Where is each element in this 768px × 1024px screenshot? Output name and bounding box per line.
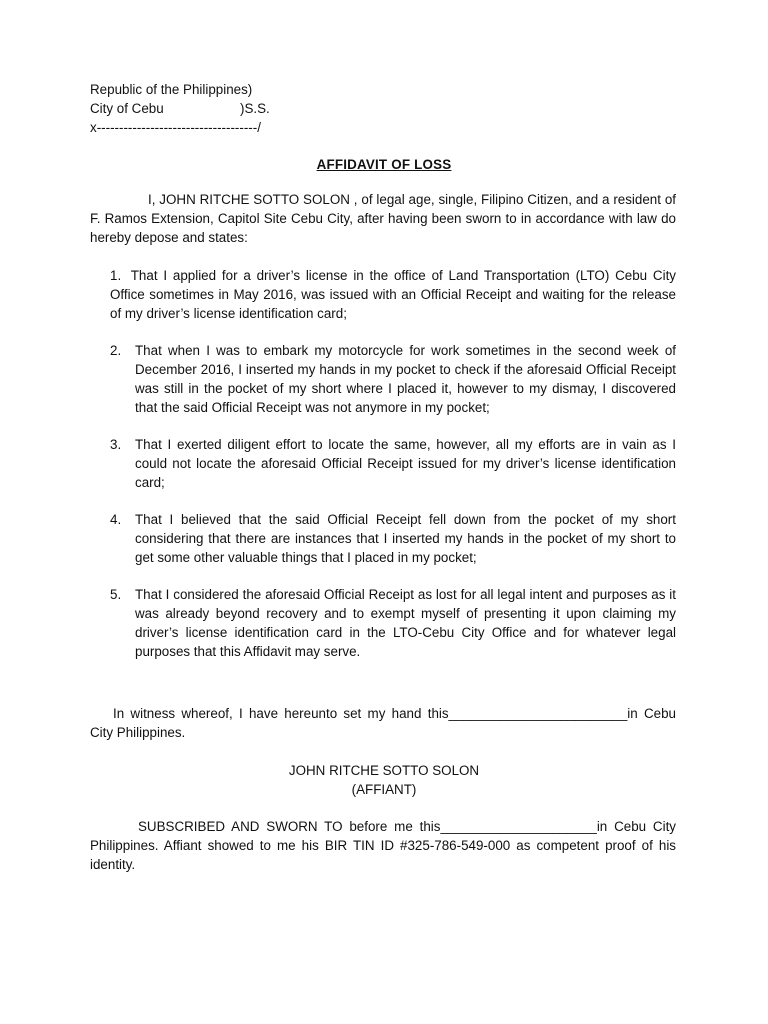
caption-city-line [90,99,390,118]
intro-paragraph: I, JOHN RITCHE SOTTO SOLON , of legal age, single, Filipino Citizen, and a resident of F. Ramos Extension, Capitol Site Cebu City, after having been sworn to in accordance with law do hereby depose and states: [90,192,676,245]
caption-republic: Republic of the Philippines) [90,82,253,97]
affiant-name: JOHN RITCHE SOTTO SOLON [288,763,480,778]
signature-block [0,761,768,799]
statement-item [110,435,676,492]
caption-divider: x------------------------------------/ [90,120,261,135]
statement-item [110,585,676,661]
witness-paragraph: In witness whereof, I have hereunto set my hand this________________________in Cebu City Philippines. [90,706,676,740]
statement-text: That when I was to embark my motorcycle for work sometimes in the second week of December 2016, I inserted my hands in my pocket to check if the aforesaid Official Receipt was still in the pocket of my short where I placed it, however to my dismay, I discovered that the said Official Receipt was not anymore in my pocket; [135,343,676,415]
statement-text: That I believed that the said Official Receipt fell down from the pocket of my short considering that there are instances that I inserted my hands in the pocket of my short to get some other valuable things that I placed in my pocket; [135,512,676,565]
caption-ss: )S.S. [240,101,270,116]
statement-number: 2. [110,343,122,358]
statement-number: 1. [110,268,122,283]
statement-number: 4. [110,512,122,527]
statement-text: That I considered the aforesaid Official Receipt as lost for all legal intent and purposes as it was already beyond recovery and to exempt myself of presenting it upon claiming my driver’s license identification card in the LTO-Cebu City Office and for whatever legal purposes that this Affidavit may serve. [135,587,676,659]
document-title: AFFIDAVIT OF LOSS [316,157,452,172]
venue-caption [90,80,390,137]
statement-item [110,341,676,417]
statement-item [110,266,676,323]
statement-number: 5. [110,587,122,602]
statement-item [110,510,676,567]
statement-text: That I applied for a driver’s license in the office of Land Transportation (LTO) Cebu City Office sometimes in May 2016, was issued with an Official Receipt and waiting for the release of my driver’s license identification card; [110,268,676,321]
jurat-paragraph: SUBSCRIBED AND SWORN TO before me this_____________________in Cebu City Philippines. Affiant showed to me his BIR TIN ID #325-786-549-000 as competent proof of his identity. [90,819,676,872]
statement-number: 3. [110,437,122,452]
caption-city: City of Cebu [90,101,164,116]
affiant-role: (AFFIANT) [351,782,417,797]
statement-text: That I exerted diligent effort to locate the same, however, all my efforts are in vain as I could not locate the aforesaid Official Receipt issued for my driver’s license identification card; [135,437,676,490]
numbered-statements [110,266,676,679]
